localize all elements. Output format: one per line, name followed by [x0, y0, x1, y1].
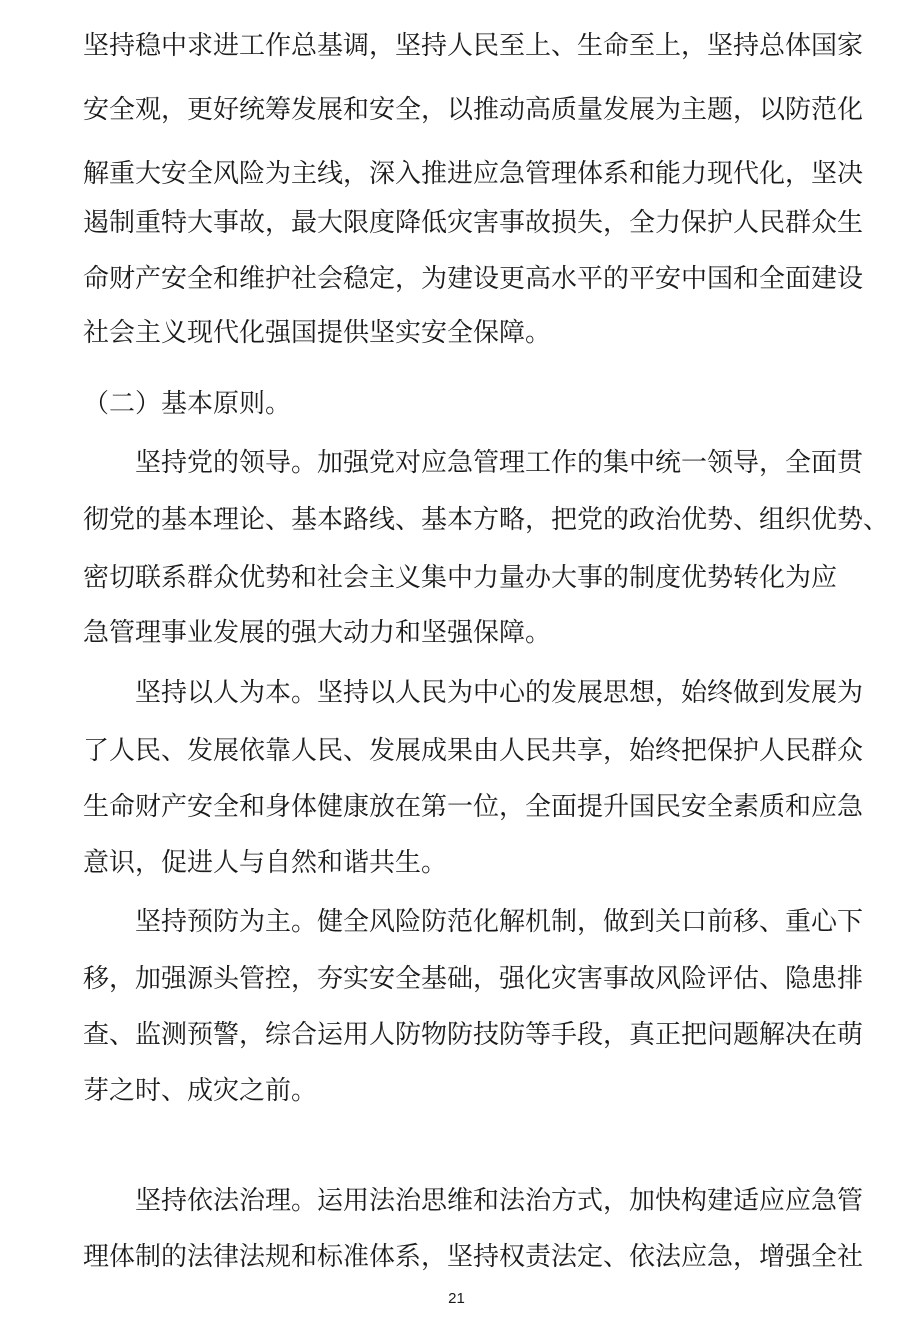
paragraph-line: 理体制的法律法规和标准体系，坚持权责法定、依法应急，增强全社	[83, 1242, 864, 1272]
paragraph-line: 安全观，更好统筹发展和安全，以推动高质量发展为主题，以防范化	[83, 95, 864, 125]
paragraph-line: 坚持党的领导。加强党对应急管理工作的集中统一领导，全面贯	[135, 448, 864, 478]
paragraph-line: 查、监测预警，综合运用人防物防技防等手段，真正把问题解决在萌	[83, 1020, 864, 1050]
paragraph-line: 坚持以人为本。坚持以人民为中心的发展思想，始终做到发展为	[135, 678, 864, 708]
paragraph-line: 生命财产安全和身体健康放在第一位，全面提升国民安全素质和应急	[83, 792, 864, 822]
paragraph-line: 解重大安全风险为主线，深入推进应急管理体系和能力现代化，坚决	[83, 159, 864, 189]
section-heading: （二）基本原则。	[83, 389, 292, 419]
paragraph-line: 意识，促进人与自然和谐共生。	[83, 848, 448, 878]
paragraph-line: 了人民、发展依靠人民、发展成果由人民共享，始终把保护人民群众	[83, 736, 864, 766]
paragraph-line: 急管理事业发展的强大动力和坚强保障。	[83, 618, 552, 648]
paragraph-line: 移，加强源头管控，夯实安全基础，强化灾害事故风险评估、隐患排	[83, 964, 864, 994]
paragraph-line: 坚持依法治理。运用法治思维和法治方式，加快构建适应应急管	[135, 1186, 864, 1216]
paragraph-line: 遏制重特大事故，最大限度降低灾害事故损失，全力保护人民群众生	[83, 208, 864, 238]
paragraph-line: 芽之时、成灾之前。	[83, 1076, 318, 1106]
paragraph-line: 密切联系群众优势和社会主义集中力量办大事的制度优势转化为应	[83, 563, 838, 593]
paragraph-line: 社会主义现代化强国提供坚实安全保障。	[83, 318, 552, 348]
paragraph-line: 坚持预防为主。健全风险防范化解机制，做到关口前移、重心下	[135, 907, 864, 937]
paragraph-line: 坚持稳中求进工作总基调，坚持人民至上、生命至上，坚持总体国家	[83, 31, 864, 61]
page-number: 21	[448, 1290, 465, 1307]
paragraph-line: 彻党的基本理论、基本路线、基本方略，把党的政治优势、组织优势、	[83, 505, 890, 535]
paragraph-line: 命财产安全和维护社会稳定，为建设更高水平的平安中国和全面建设	[83, 264, 864, 294]
